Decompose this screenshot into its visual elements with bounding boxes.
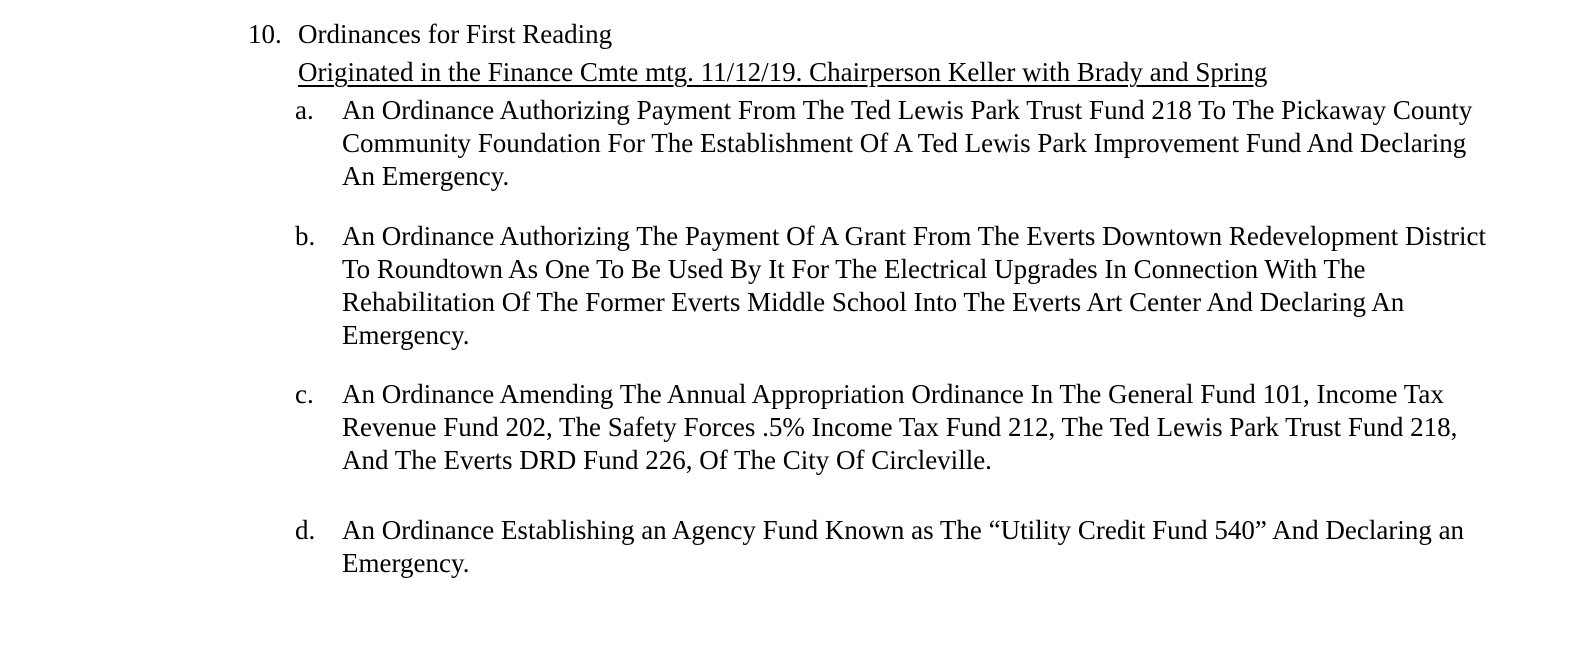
ordinance-text: An Ordinance Establishing an Agency Fund Known as The “Utility Credit Fund 540” And Declaring an Emergency. xyxy=(342,515,1465,578)
item-letter: a. xyxy=(295,95,314,125)
section-number: 10. xyxy=(248,19,282,49)
item-letter: c. xyxy=(295,379,314,409)
item-letter: d. xyxy=(295,515,316,545)
ordinance-text: An Ordinance Authorizing Payment From The Ted Lewis Park Trust Fund 218 To The Pickaway County Community Foundation For The Establishment Of A Ted Lewis Park Improvement Fund And Declaring An Emergency. xyxy=(342,95,1473,191)
ordinance-text: An Ordinance Authorizing The Payment Of A Grant From The Everts Downtown Redevelopment District To Roundtown As One To Be Used By It For The Electrical Upgrades In Connection With The Rehabilitation Of The Former Everts Middle School Into The Everts Art Center And Declaring An Emergency. xyxy=(342,221,1487,350)
section-title: Ordinances for First Reading xyxy=(298,19,613,49)
committee-origin-note: Originated in the Finance Cmte mtg. 11/12/19. Chairperson Keller with Brady and Spring xyxy=(298,57,1268,87)
ordinance-text: An Ordinance Amending The Annual Appropriation Ordinance In The General Fund 101, Income Tax Revenue Fund 202, The Safety Forces .5% Income Tax Fund 212, The Ted Lewis Park Trust Fund 218, And The Everts DRD Fund 226, Of The City Of Circleville. xyxy=(342,379,1458,475)
item-letter: b. xyxy=(295,221,316,251)
